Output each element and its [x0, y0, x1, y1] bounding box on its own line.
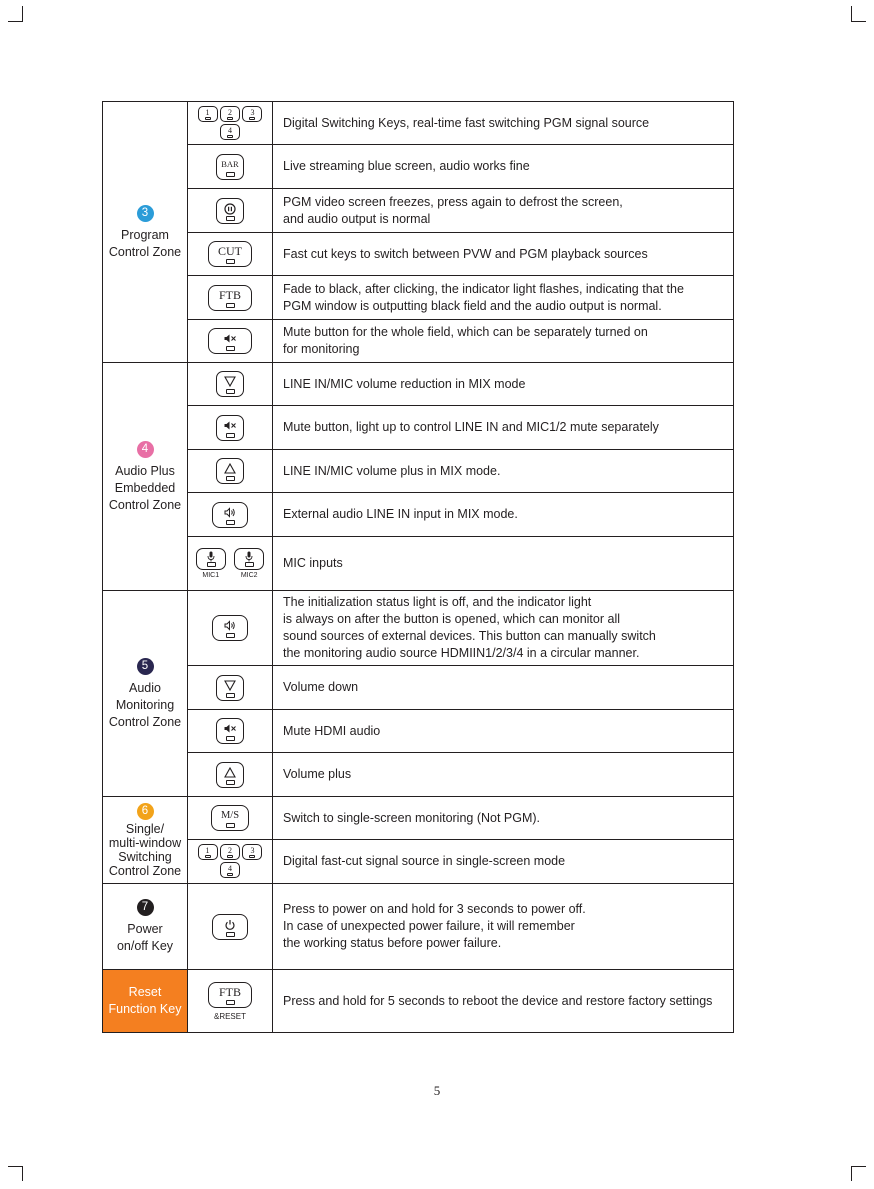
power-key[interactable]	[212, 914, 248, 940]
zone-label: Control Zone	[108, 244, 182, 259]
zone-label: Audio	[129, 680, 161, 695]
zone-label: Embedded	[114, 480, 176, 495]
triangle-up-icon	[224, 767, 236, 778]
mix-volume-up-key[interactable]	[216, 458, 244, 484]
power-key-zone-cell	[103, 884, 188, 970]
table-row	[103, 320, 734, 363]
zone-label: Reset	[128, 985, 162, 999]
mute-field-key[interactable]	[208, 328, 252, 354]
digit-key-1[interactable]: 1	[198, 844, 218, 860]
table-row	[103, 666, 734, 710]
description: External audio LINE IN input in MIX mode.	[273, 493, 734, 537]
triangle-down-icon	[224, 376, 236, 387]
table-row	[103, 840, 734, 884]
mic2-caption: MIC2	[240, 571, 258, 579]
description: Fast cut keys to switch between PVW and PGM playback sources	[273, 233, 734, 276]
audio-plus-control-zone-cell	[103, 363, 188, 591]
bar-key[interactable]: BAR	[216, 154, 244, 180]
crop-mark-bottom-right	[851, 1166, 866, 1167]
description: Press to power on and hold for 3 seconds to power off. In case of unexpected power failure, it will remember the working status before power failure.	[273, 884, 734, 970]
crop-mark-top-left	[8, 21, 23, 22]
mic1-key[interactable]	[196, 548, 226, 570]
digital-keys-cell	[188, 840, 273, 884]
description: Digital Switching Keys, real-time fast switching PGM signal source	[273, 102, 734, 145]
description: Fade to black, after clicking, the indicator light flashes, indicating that the PGM window is outputting black field and the audio output is normal.	[273, 276, 734, 320]
mix-volume-down-key[interactable]	[216, 371, 244, 397]
description: Press and hold for 5 seconds to reboot the device and restore factory settings	[273, 970, 734, 1033]
zone-label: Control Zone	[108, 863, 182, 878]
reset-function-key-zone-cell	[103, 970, 188, 1033]
volume-down-key[interactable]	[216, 675, 244, 701]
description: LINE IN/MIC volume plus in MIX mode.	[273, 450, 734, 493]
description: Digital fast-cut signal source in single-screen mode	[273, 840, 734, 884]
table-row	[103, 450, 734, 493]
linein-key[interactable]	[212, 502, 248, 528]
cut-key[interactable]: CUT	[208, 241, 252, 267]
triangle-down-icon	[224, 680, 236, 691]
ftb-key[interactable]: FTB	[208, 285, 252, 311]
single-multi-window-control-zone-cell	[103, 797, 188, 884]
description: PGM video screen freezes, press again to defrost the screen, and audio output is normal	[273, 189, 734, 233]
table-row	[103, 406, 734, 450]
audio-monitoring-control-zone-cell	[103, 591, 188, 797]
crop-mark-bottom-right	[851, 1166, 852, 1181]
description: Mute button for the whole field, which can be separately turned on for monitoring	[273, 320, 734, 363]
microphone-icon	[207, 551, 215, 562]
digit-key-2[interactable]: 2	[220, 106, 240, 122]
mic1-caption: MIC1	[202, 571, 220, 579]
digit-key-3[interactable]: 3	[242, 106, 262, 122]
table-row	[103, 591, 734, 666]
table-row	[103, 145, 734, 189]
volume-up-key[interactable]	[216, 762, 244, 788]
zone-label: Control Zone	[108, 497, 182, 512]
zone-label: Control Zone	[108, 714, 182, 729]
zone-label: Monitoring	[115, 697, 175, 712]
table-row	[103, 884, 734, 970]
description: The initialization status light is off, and the indicator light is always on after the button is opened, which can monitor all sound sources of external devices. This button can manually switch the monitoring audio source HDMIIN1/2/3/4 in a circular manner.	[273, 591, 734, 666]
mute-icon	[224, 420, 237, 431]
table-row	[103, 797, 734, 840]
power-icon	[224, 919, 236, 931]
ms-key[interactable]: M/S	[211, 805, 249, 831]
digit-key-1[interactable]: 1	[198, 106, 218, 122]
crop-mark-top-right	[851, 6, 852, 21]
digit-key-3[interactable]: 3	[242, 844, 262, 860]
mute-icon	[224, 333, 237, 344]
zone-label: Power	[127, 922, 163, 936]
table-row	[103, 710, 734, 753]
table-row	[103, 970, 734, 1033]
zone-label: Single/	[125, 821, 165, 836]
digital-keys-cell	[188, 102, 273, 145]
program-control-zone-cell	[103, 102, 188, 363]
description: Volume down	[273, 666, 734, 710]
crop-mark-top-left	[22, 6, 23, 21]
speaker-icon	[224, 507, 236, 518]
zone-label: on/off Key	[116, 939, 174, 953]
zone-number-badge: 3	[137, 205, 154, 222]
mute-hdmi-key[interactable]	[216, 718, 244, 744]
digit-key-2[interactable]: 2	[220, 844, 240, 860]
zone-label: multi-window	[108, 835, 182, 850]
zone-label: Audio Plus	[115, 463, 175, 478]
table-row	[103, 102, 734, 145]
ftb-reset-key[interactable]: FTB	[208, 982, 252, 1008]
zone-label: Function Key	[108, 1002, 182, 1016]
zone-label: Switching	[118, 849, 172, 864]
table-row	[103, 189, 734, 233]
crop-mark-top-right	[851, 21, 866, 22]
table-row	[103, 276, 734, 320]
page-number: 5	[433, 1083, 441, 1098]
mic2-key[interactable]	[234, 548, 264, 570]
freeze-key[interactable]	[216, 198, 244, 224]
control-zones-table	[102, 101, 734, 1033]
crop-mark-bottom-left	[8, 1166, 23, 1167]
freeze-icon	[224, 203, 236, 215]
zone-number-badge: 4	[137, 441, 154, 458]
mute-linein-key[interactable]	[216, 415, 244, 441]
microphone-icon	[245, 551, 253, 562]
reset-caption: &RESET	[213, 1011, 246, 1021]
description: Mute HDMI audio	[273, 710, 734, 753]
table-row	[103, 363, 734, 406]
crop-mark-bottom-left	[22, 1166, 23, 1181]
zone-number-badge: 7	[137, 899, 154, 916]
zone-number-badge: 6	[137, 803, 154, 820]
triangle-up-icon	[224, 463, 236, 474]
speaker-icon	[224, 620, 236, 631]
description: MIC inputs	[273, 537, 734, 591]
zone-number-badge: 5	[137, 658, 154, 675]
description: Live streaming blue screen, audio works fine	[273, 145, 734, 189]
description: Volume plus	[273, 753, 734, 797]
mute-icon	[224, 723, 237, 734]
table-row	[103, 493, 734, 537]
table-row	[103, 753, 734, 797]
zone-label: Program	[121, 227, 169, 242]
description: Mute button, light up to control LINE IN and MIC1/2 mute separately	[273, 406, 734, 450]
monitor-source-key[interactable]	[212, 615, 248, 641]
table-row	[103, 233, 734, 276]
digit-key-4[interactable]: 4	[220, 124, 240, 140]
description: Switch to single-screen monitoring (Not PGM).	[273, 797, 734, 840]
digit-key-4[interactable]: 4	[220, 862, 240, 878]
table-row	[103, 537, 734, 591]
description: LINE IN/MIC volume reduction in MIX mode	[273, 363, 734, 406]
